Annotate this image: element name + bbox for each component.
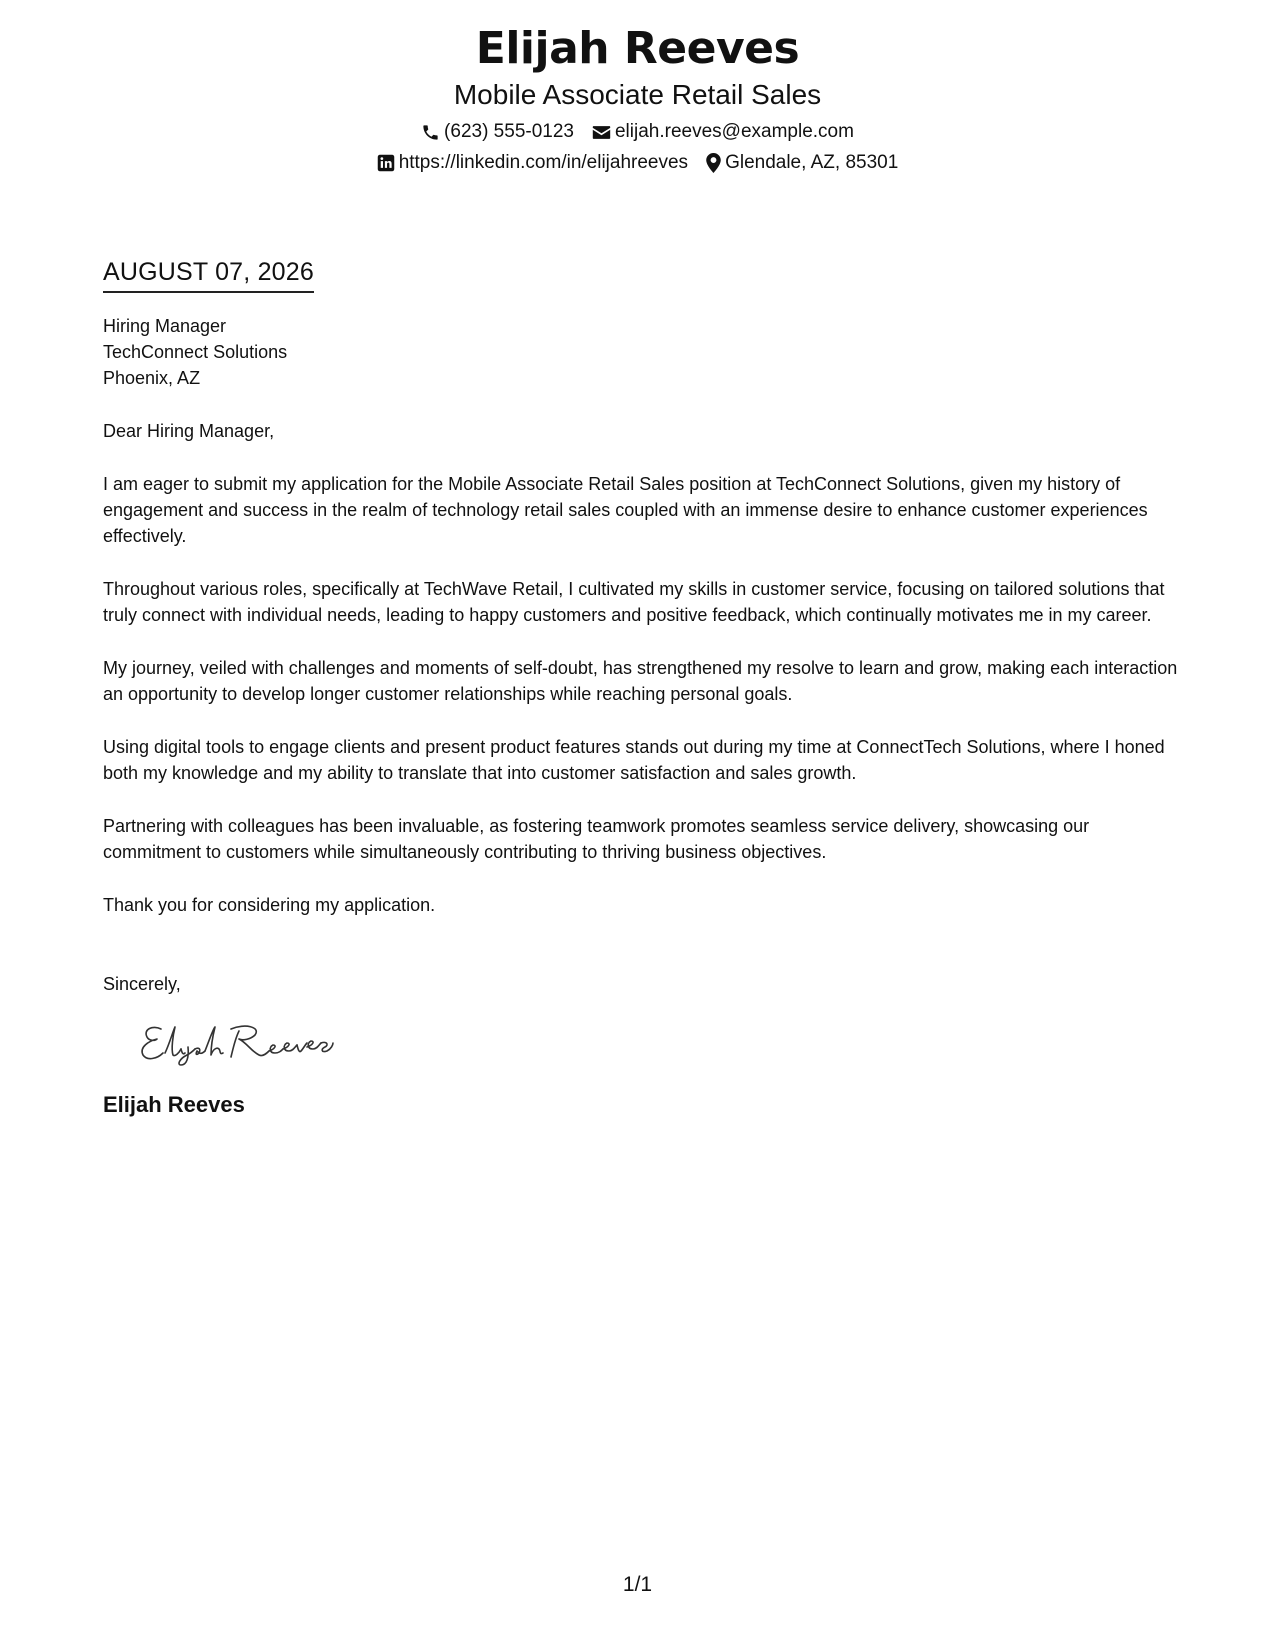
paragraph: I am eager to submit my application for the Mobile Associate Retail Sales position at TechConnect Solutions, given my history of engagement and success in the realm of technology retail sales coupled with an immense desire to enhance customer experiences effectively. — [103, 474, 1148, 546]
recipient-block — [103, 313, 1183, 391]
contact-row-primary — [0, 121, 1275, 143]
linkedin-url[interactable]: https://linkedin.com/in/elijahreeves — [398, 152, 689, 173]
signer-name: Elijah Reeves — [103, 1092, 245, 1117]
salutation: Dear Hiring Manager, — [103, 421, 275, 441]
recipient-name: Hiring Manager — [103, 316, 227, 336]
envelope-icon — [592, 124, 611, 141]
paragraph: Throughout various roles, specifically at TechWave Retail, I cultivated my skills in customer service, focusing on tailored solutions that truly connect with individual needs, leading to happy customers and positive feedback, which continually motivates me in my career. — [103, 579, 1165, 625]
handwritten-signature — [135, 1017, 335, 1069]
recipient-location: Phoenix, AZ — [103, 368, 201, 388]
recipient-company: TechConnect Solutions — [103, 342, 288, 362]
paragraph: Partnering with colleagues has been invaluable, as fostering teamwork promotes seamless service delivery, showcasing our commitment to customers while simultaneously contributing to thriving business objectives. — [103, 816, 1090, 862]
closing: Sincerely, — [103, 974, 181, 994]
contact-email[interactable] — [592, 121, 854, 143]
phone-number: (623) 555-0123 — [444, 121, 574, 142]
contact-phone — [421, 121, 574, 143]
linkedin-icon — [377, 154, 395, 172]
location-text: Glendale, AZ, 85301 — [725, 152, 899, 173]
letter-date: AUGUST 07, 2026 — [103, 256, 314, 293]
phone-icon — [421, 123, 440, 142]
contact-location — [706, 152, 898, 174]
applicant-title: Mobile Associate Retail Sales — [453, 79, 822, 110]
paragraph: Using digital tools to engage clients and present product features stands out during my time at ConnectTech Solutions, where I honed both my knowledge and my ability to translate that into customer satisfaction and sales growth. — [103, 737, 1165, 783]
contact-linkedin[interactable] — [377, 152, 688, 174]
letter-body — [103, 256, 1183, 1119]
letter-header — [0, 20, 1275, 174]
email-address[interactable]: elijah.reeves@example.com — [614, 121, 854, 142]
page-number: 1/1 — [622, 1573, 653, 1596]
thank-you-line: Thank you for considering my application. — [103, 895, 436, 915]
map-pin-icon — [706, 153, 721, 173]
applicant-name: Elijah Reeves — [475, 23, 800, 74]
paragraph: My journey, veiled with challenges and moments of self-doubt, has strengthened my resolve to learn and grow, making each interaction an opportunity to develop longer customer relationships while reaching personal goals. — [103, 658, 1178, 704]
contact-row-secondary — [0, 152, 1275, 174]
